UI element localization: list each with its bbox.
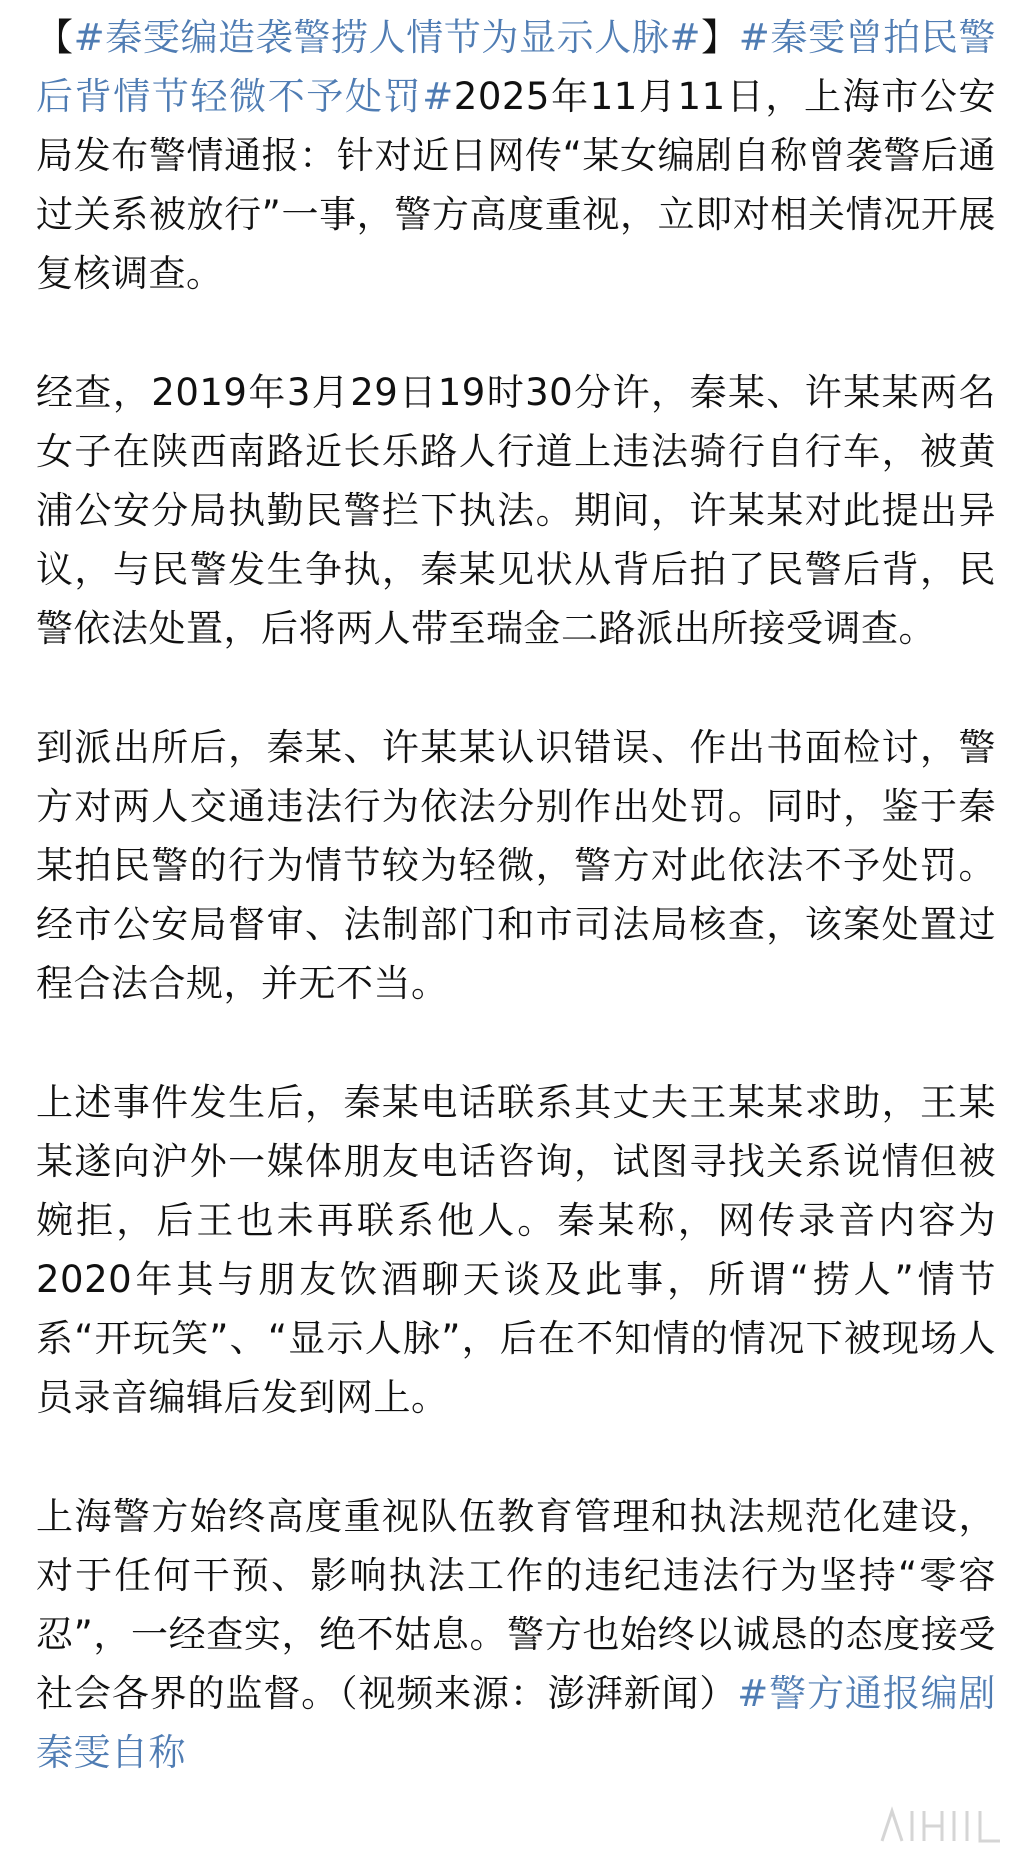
closing-text: 上海警方始终高度重视队伍教育管理和执法规范化建设，对于任何干预、影响执法工作的违纪违法行为坚持“零容忍”，一经查实，绝不姑息。警方也始终以诚恳的态度接受社会各界的监督。（视频来源：澎湃新闻） <box>36 1495 996 1715</box>
hashtag-qinwen-fabricated[interactable]: #秦雯编造袭警捞人情节为显示人脉# <box>73 16 702 59</box>
post-body <box>36 8 996 1782</box>
paragraph-gap <box>36 1427 996 1487</box>
hashtag-police-report[interactable]: #警方通报编剧秦雯自称 <box>36 1672 996 1774</box>
watermark-icon <box>872 1796 1012 1856</box>
paragraph-aftermath: 上述事件发生后，秦某电话联系其丈夫王某某求助，王某某遂向沪外一媒体朋友电话咨询，试图寻找关系说情但被婉拒，后王也未再联系他人。秦某称，网传录音内容为2020年其与朋友饮酒聊天谈及此事，所谓“捞人”情节系“开玩笑”、“显示人脉”，后在不知情的情况下被现场人员录音编辑后发到网上。 <box>36 1081 996 1419</box>
paragraph-station: 到派出所后，秦某、许某某认识错误、作出书面检讨，警方对两人交通违法行为依法分别作出处罚。同时，鉴于秦某拍民警的行为情节较为轻微，警方对此依法不予处罚。经市公安局督审、法制部门和市司法局核查，该案处置过程合法合规，并无不当。 <box>36 726 996 1005</box>
paragraph-gap <box>36 658 996 718</box>
intro-text: 2025年11月11日，上海市公安局发布警情通报：针对近日网传“某女编剧自称曾袭警后通过关系被放行”一事，警方高度重视，立即对相关情况开展复核调查。 <box>36 75 996 295</box>
paragraph-investigation: 经查，2019年3月29日19时30分许，秦某、许某某两名女子在陕西南路近长乐路人行道上违法骑行自行车，被黄浦公安分局执勤民警拦下执法。期间，许某某对此提出异议，与民警发生争执，秦某见状从背后拍了民警后背，民警依法处置，后将两人带至瑞金二路派出所接受调查。 <box>36 371 996 650</box>
bracket-open: 【 <box>36 16 74 59</box>
paragraph-gap <box>36 303 996 363</box>
intro-paragraph <box>36 8 996 303</box>
paragraph-closing <box>36 1487 996 1782</box>
paragraph-gap <box>36 1013 996 1073</box>
bracket-close: 】 <box>701 16 739 59</box>
hashtag-qinwen-no-penalty[interactable]: #秦雯曾拍民警后背情节轻微不予处罚# <box>36 16 996 118</box>
